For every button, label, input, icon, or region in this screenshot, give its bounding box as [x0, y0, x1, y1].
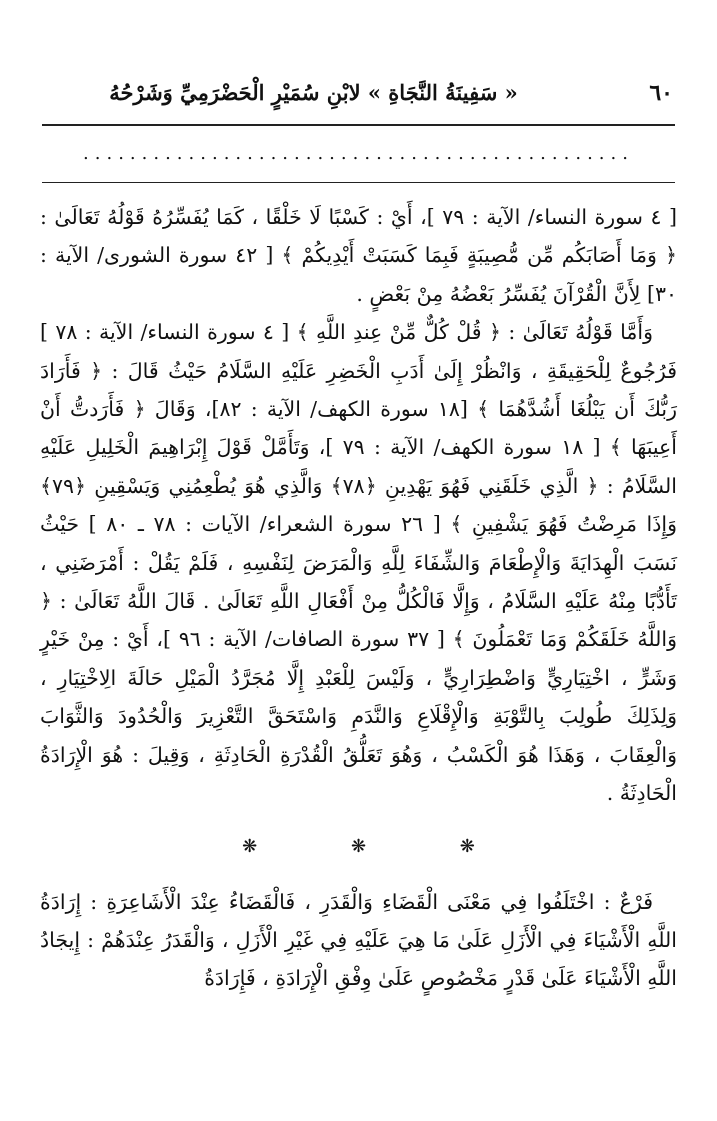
- separator-rule: [42, 182, 675, 183]
- paragraph-2: وَأَمَّا قَوْلُهُ تَعَالَىٰ : ﴿ قُلْ كُلٌّ مِّنْ عِندِ اللَّهِ ﴾ [ ٤ سورة النساء/ الآية : ٧٨ ] فَرُجُوعٌ لِلْحَقِيقَةِ ، وَانْظُرْ إِلَىٰ أَدَبِ الْخَضِرِ عَلَيْهِ السَّلَامُ حَيْثُ قَالَ : ﴿ فَأَرَادَ رَبُّكَ أَن يَبْلُغَا أَشُدَّهُمَا ﴾ [١٨ سورة الكهف/ الآية : ٨٢]، وَقَالَ ﴿ فَأَرَدتُّ أَنْ أَعِيبَهَا ﴾ [ ١٨ سورة الكهف/ الآية : ٧٩ ]، وَتَأَمَّلْ قَوْلَ إِبْرَاهِيمَ الْخَلِيلِ عَلَيْهِ السَّلَامُ : ﴿ الَّذِي خَلَقَنِي فَهُوَ يَهْدِينِ ﴿٧٨﴾ وَالَّذِي هُوَ يُطْعِمُنِي وَيَسْقِينِ ﴿٧٩﴾ وَإِذَا مَرِضْتُ فَهُوَ يَشْفِينِ ﴾ [ ٢٦ سورة الشعراء/ الآيات : ٧٨ ـ ٨٠ ] حَيْثُ نَسَبَ الْهِدَايَةَ وَالْإِطْعَامَ وَالشِّفَاءَ لِلَّهِ وَالْمَرَضَ لِنَفْسِهِ ، فَلَمْ يَقُلْ : أَمْرَضَنِي ، تَأَدُّبًا مِنْهُ عَلَيْهِ السَّلَامُ ، وَإِلَّا فَالْكُلُّ مِنْ أَفْعَالِ اللَّهِ تَعَالَىٰ . قَالَ اللَّهُ تَعَالَىٰ : ﴿ وَاللَّهُ خَلَقَكُمْ وَمَا تَعْمَلُونَ ﴾ [ ٣٧ سورة الصافات/ الآية : ٩٦ ]، أَيْ : مِنْ خَيْرٍ وَشَرٍّ ، اخْتِيَارِيٍّ وَاضْطِرَارِيٍّ ، وَلَيْسَ لِلْعَبْدِ إِلَّا مُجَرَّدُ الْمَيْلِ حَالَةَ الِاخْتِيَارِ ، وَلِذَلِكَ طُولِبَ بِالتَّوْبَةِ وَالْإِقْلَاعِ وَالنَّدَمِ وَاسْتَحَقَّ التَّعْزِيرَ وَالْحُدُودَ وَالثَّوَابَ وَالْعِقَابَ ، وَهَذَا هُوَ الْكَسْبُ ، وَهُوَ تَعَلُّقُ الْقُدْرَةِ الْحَادِثَةِ ، وَقِيلَ : هُوَ الْإِرَادَةُ الْحَادِثَةُ .: [40, 320, 677, 806]
- page-body: [40, 198, 677, 998]
- star-ornament: ❋: [242, 835, 258, 857]
- star-ornament: ❋: [350, 835, 367, 857]
- omission-dots: ...............................................: [83, 143, 634, 164]
- running-title: « سَفِينَةُ النَّجَاةِ » لابْنِ سُمَيْرٍ الْحَضْرَمِيِّ وَشَرْحُهُ: [109, 80, 518, 105]
- paragraph-far: فَرْعٌ : اخْتَلَفُوا فِي مَعْنَى الْقَضَاءِ وَالْقَدَرِ ، فَالْقَضَاءُ عِنْدَ الْأَشَاعِرَةِ : إِرَادَةُ اللَّهِ الْأَشْيَاءَ فِي الْأَزَلِ عَلَىٰ مَا هِيَ عَلَيْهِ فِي غَيْرِ الْأَزَلِ ، وَالْقَدَرُ عِنْدَهُمْ : إِيجَادُ اللَّهِ الْأَشْيَاءَ عَلَىٰ قَدْرٍ مَخْصُوصٍ عَلَىٰ وِفْقِ الْإِرَادَةِ ، فَإِرَادَةُ: [40, 889, 677, 991]
- section-break: [40, 835, 677, 859]
- page-number: ٦٠: [649, 80, 673, 106]
- header-rule: [42, 124, 675, 126]
- page-header: [42, 78, 675, 120]
- paragraph-1: [ ٤ سورة النساء/ الآية : ٧٩ ]، أَيْ : كَسْبًا لَا خَلْقًا ، كَمَا يُفَسِّرُهُ قَوْلُهُ تَعَالَىٰ : ﴿ وَمَا أَصَابَكُم مِّن مُّصِيبَةٍ فَبِمَا كَسَبَتْ أَيْدِيكُمْ ﴾ [ ٤٢ سورة الشورى/ الآية : ٣٠] لِأَنَّ الْقُرْآنَ يُفَسِّرُ بَعْضُهُ مِنْ بَعْضٍ .: [40, 205, 677, 306]
- star-ornament: ❋: [459, 835, 475, 857]
